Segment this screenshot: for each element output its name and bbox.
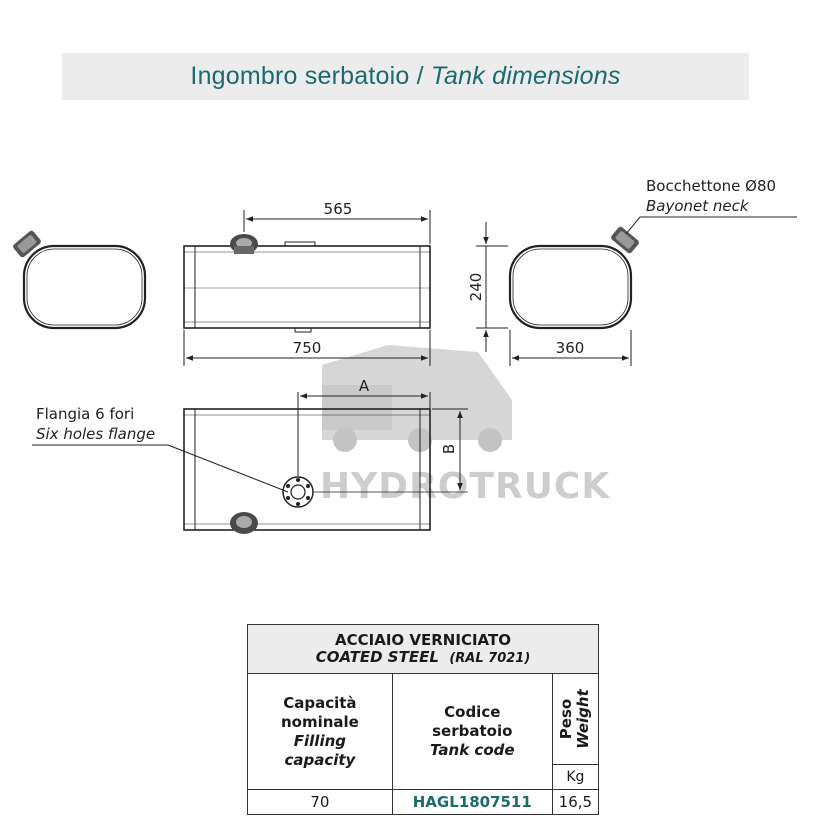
title-italian: Ingombro serbatoio	[190, 62, 410, 90]
material-en: COATED STEEL	[315, 647, 439, 666]
flange-label-it: Flangia 6 fori	[36, 405, 135, 423]
material-ral: (RAL 7021)	[449, 650, 531, 666]
watermark-logo	[320, 345, 610, 507]
weight-unit: Kg	[552, 765, 598, 790]
cell-code: HAGL1807511	[392, 790, 552, 815]
right-end-view	[510, 246, 631, 328]
top-bayonet-neck-icon	[230, 512, 258, 534]
title-separator: /	[409, 62, 431, 90]
material-it: ACCIAIO VERNICIATO	[335, 630, 511, 649]
dim-240-label: 240	[467, 272, 485, 302]
bayonet-neck-label-en: Bayonet neck	[646, 197, 749, 215]
code-en: Tank code	[429, 741, 515, 759]
spec-table-header	[248, 625, 599, 674]
dim-240	[467, 222, 508, 352]
dim-360	[510, 330, 631, 366]
weight-en: Weight	[574, 689, 593, 749]
table-row	[248, 790, 599, 815]
bayonet-neck-callout	[626, 177, 797, 234]
side-bayonet-neck-icon	[230, 234, 258, 254]
col-code-header	[392, 674, 552, 790]
dim-360-label: 360	[555, 339, 585, 357]
dim-565-label: 565	[323, 200, 353, 218]
left-end-view	[24, 246, 145, 328]
capacity-en-line1: Filling	[293, 731, 347, 750]
dim-750-label: 750	[292, 339, 322, 357]
capacity-en-line2: capacity	[284, 750, 356, 769]
title-english: Tank dimensions	[430, 62, 621, 90]
bayonet-neck-label-it: Bocchettone Ø80	[646, 177, 777, 195]
code-it-line2: serbatoio	[432, 722, 513, 740]
dim-a-label: A	[358, 377, 370, 395]
cell-capacity: 70	[248, 790, 393, 815]
col-capacity-header	[248, 674, 393, 790]
code-it-line1: Codice	[444, 703, 501, 721]
watermark-text: HYDROTRUCK	[320, 466, 611, 507]
dim-565	[244, 200, 430, 244]
cell-weight: 16,5	[552, 790, 598, 815]
weight-it: Peso	[557, 698, 576, 740]
side-view	[184, 242, 430, 332]
capacity-it-line2: nominale	[280, 712, 359, 731]
capacity-it-line1: Capacità	[283, 693, 357, 712]
flange-callout	[32, 405, 288, 492]
flange-label-en: Six holes flange	[36, 425, 156, 443]
col-weight-header	[552, 674, 598, 765]
dim-b-label: B	[440, 443, 458, 455]
spec-table	[247, 624, 599, 815]
